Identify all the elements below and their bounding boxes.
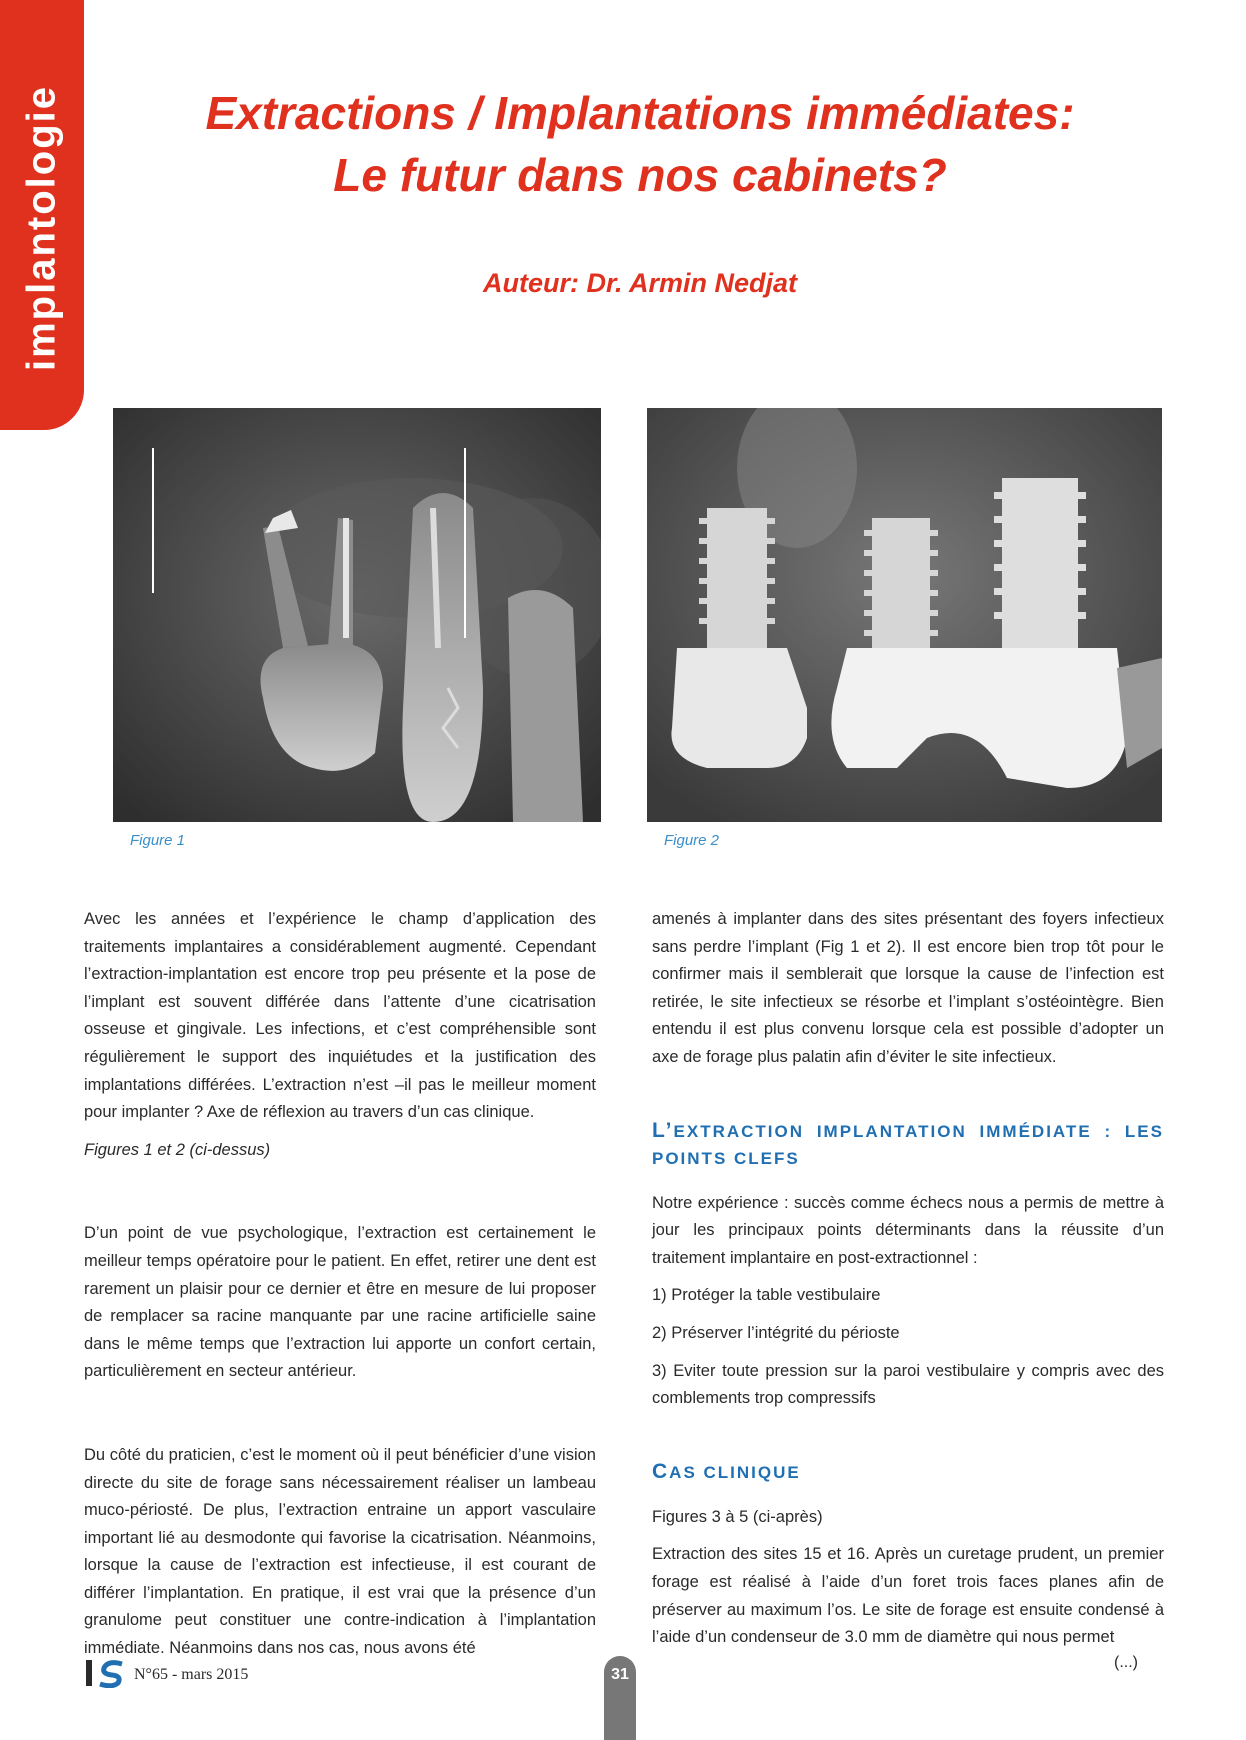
section-heading-key-points-cap: L’ xyxy=(652,1118,674,1142)
figure-2-radiograph xyxy=(647,408,1162,822)
section-tab xyxy=(0,0,84,430)
left-column xyxy=(84,906,596,1663)
article-title xyxy=(110,82,1170,206)
figure-1-radiograph xyxy=(113,408,601,822)
section-heading-clinical-case-cap: C xyxy=(652,1459,670,1483)
key-point-1: 1) Protéger la table vestibulaire xyxy=(652,1286,881,1305)
continuation-paragraph: amenés à implanter dans des sites présentant des foyers infectieux sans perdre l’implant (Fig 1 et 2). Il est encore bien trop tôt pour le confirmer mais il semblerait que lorsque la cause de l’infection est retirée, le site infectieux se résorbe et l’implant s’ostéointègre. Bien entendu il est plus convenu lorsque cela est possible d’adopter un axe de forage plus palatin afin d’éviter le site infectieux. xyxy=(652,910,1164,1066)
section-heading-key-points-text: EXTRACTION IMPLANTATION IMMÉDIATE : LES POINTS CLEFS xyxy=(652,1121,1164,1168)
figure-1-caption: Figure 1 xyxy=(130,832,186,849)
psychology-paragraph: D’un point de vue psychologique, l’extraction est certainement le meilleur temps opératoire pour le patient. En effet, retirer une dent est rarement un plaisir pour ce dernier et être en mesure de lui proposer de remplacer sa racine manquante par une racine artificielle saine dans le même temps que l’extraction lui apporte un confort certain, particulièrement en secteur antérieur. xyxy=(84,1224,596,1381)
section-heading-clinical-case xyxy=(652,1459,1164,1486)
key-point-3: 3) Eviter toute pression sur la paroi vestibulaire y compris avec des comblements trop compressifs xyxy=(652,1361,1164,1408)
practitioner-paragraph: Du côté du praticien, c’est le moment où il peut bénéficier d’une vision directe du site de forage sans nécessairement réaliser un lambeau muco-périosté. De plus, l’extraction entraine un apport vasculaire important lié au desmodonte qui favorise la cicatrisation. Néanmoins, lorsque la cause de l’extraction est infectieuse, il est courant de différer l’implantation. En pratique, il est vrai que la présence d’un granulome peut constituer une contre-indication à l’implantation immédiate. Néanmoins dans nos cas, nous avons été xyxy=(84,1445,596,1658)
key-point-2: 2) Préserver l’intégrité du périoste xyxy=(652,1323,900,1342)
article-author: Auteur: Dr. Armin Nedjat xyxy=(482,268,798,298)
figures-reference: Figures 1 et 2 (ci-dessus) xyxy=(84,1140,271,1159)
page-number: 31 xyxy=(604,1656,636,1740)
right-column xyxy=(652,906,1164,1652)
issue-info: N°65 - mars 2015 xyxy=(134,1666,249,1683)
article-title-line1: Extractions / Implantations immédiates: xyxy=(205,87,1075,139)
intro-paragraph: Avec les années et l’expérience le champ d’application des traitements implantaires a considérablement augmenté. Cependant l’extraction-implantation est encore trop peu présente et la pose de l’implant est souvent différée dans l’attente d’une cicatrisation osseuse et gingivale. Les infections, et c’est compréhensible sont régulièrement le support des inquiétudes et la justification des implantations différées. L’extraction n’est –il pas le meilleur moment pour implanter ? Axe de réflexion au travers d’un cas clinique. xyxy=(84,910,596,1122)
figure-2-caption: Figure 2 xyxy=(664,832,720,849)
section-tab-label: implantologie xyxy=(19,85,64,371)
figures-3-5-reference: Figures 3 à 5 (ci-après) xyxy=(652,1507,823,1526)
magazine-logo xyxy=(84,1658,128,1688)
magazine-logo-text: IS xyxy=(84,1658,85,1659)
section-heading-key-points xyxy=(652,1118,1164,1172)
article-title-line2: Le futur dans nos cabinets? xyxy=(333,149,947,201)
continued-marker: (...) xyxy=(1114,1654,1138,1671)
clinical-case-paragraph: Extraction des sites 15 et 16. Après un curetage prudent, un premier forage est réalisé à l’aide d’un foret trois faces planes afin de préserver au maximum l’os. Le site de forage est ensuite condensé à l’aide d’un condenseur de 3.0 mm de diamètre qui nous permet xyxy=(652,1545,1164,1647)
experience-paragraph: Notre expérience : succès comme échecs nous a permis de mettre à jour les principaux points déterminants dans la réussite d’un traitement implantaire en post-extractionnel : xyxy=(652,1193,1164,1267)
section-heading-clinical-case-text: AS CLINIQUE xyxy=(669,1462,801,1482)
